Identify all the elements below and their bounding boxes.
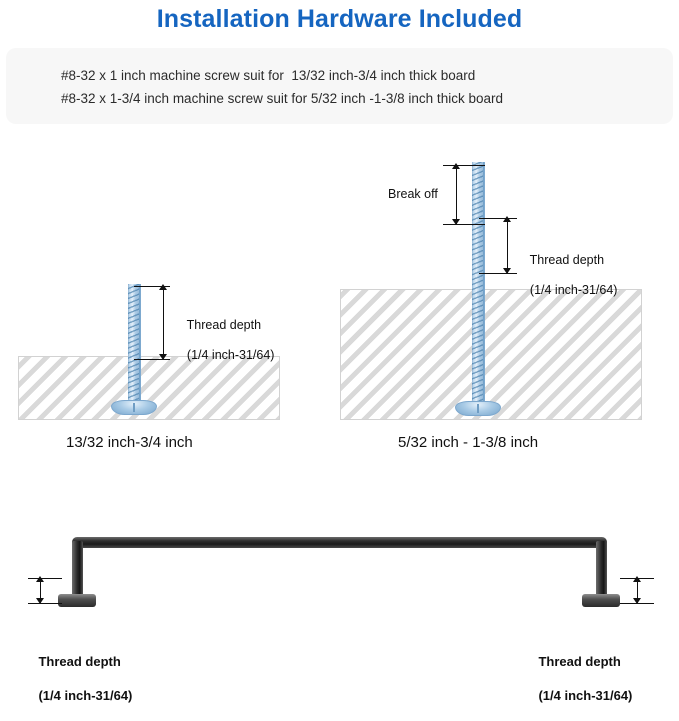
page-title: Installation Hardware Included <box>156 5 523 33</box>
left-thread-depth-line1: Thread depth <box>186 318 262 332</box>
right-caption: 5/32 inch - 1-3/8 inch <box>398 434 539 451</box>
right-breakoff-tick-bottom <box>443 224 485 225</box>
left-screw-head <box>111 400 157 415</box>
handle-left-label-line2: (1/4 inch-31/64) <box>38 688 133 703</box>
handle-left-label-line1: Thread depth <box>38 654 121 669</box>
left-dim-tick-top <box>134 286 170 287</box>
right-screw-threads <box>472 162 483 410</box>
handle-left-foot <box>58 594 96 607</box>
left-thread-depth-label <box>173 303 274 378</box>
left-dim-line <box>163 286 164 360</box>
handle-left-post <box>72 541 83 596</box>
handle-left-tick-top <box>28 578 62 579</box>
right-dim-tick-top <box>479 218 517 219</box>
handle-left-label <box>24 636 132 721</box>
right-dim-tick-bottom <box>479 273 517 274</box>
handle-right-post <box>596 541 607 596</box>
left-caption: 13/32 inch-3/4 inch <box>66 434 193 451</box>
hardware-note-box <box>6 48 673 124</box>
handle-left-tick-bottom <box>28 603 62 604</box>
handle-bar <box>72 537 607 548</box>
left-screw-slot <box>133 403 135 412</box>
left-screw-threads <box>128 284 139 409</box>
handle-right-arrow-top <box>633 576 641 582</box>
handle-right-tick-bottom <box>620 603 654 604</box>
note-line-2: #8-32 x 1-3/4 inch machine screw suit for 5/32 inch -1-3/8 inch thick board <box>61 91 503 106</box>
left-dim-arrow-top <box>159 284 167 290</box>
note-line-1: #8-32 x 1 inch machine screw suit for 13/32 inch-3/4 inch thick board <box>61 68 476 83</box>
right-thread-depth-line1: Thread depth <box>529 253 605 267</box>
right-breakoff-label: Break off <box>388 187 438 201</box>
right-breakoff-arrow-top <box>452 163 460 169</box>
left-thread-depth-line2: (1/4 inch-31/64) <box>186 348 275 362</box>
right-dim-line <box>507 218 508 274</box>
handle-left-arrow-top <box>36 576 44 582</box>
right-thread-depth-label <box>516 238 617 313</box>
handle-right-foot <box>582 594 620 607</box>
right-breakoff-dim-line <box>456 165 457 225</box>
right-thread-depth-line2: (1/4 inch-31/64) <box>529 283 618 297</box>
right-breakoff-tick-top <box>443 165 485 166</box>
right-dim-arrow-top <box>503 216 511 222</box>
left-dim-tick-bottom <box>134 359 170 360</box>
right-screw-slot <box>477 404 479 413</box>
handle-right-label <box>524 636 632 721</box>
handle-right-label-line1: Thread depth <box>538 654 621 669</box>
right-screw-head <box>455 401 501 416</box>
handle-right-tick-top <box>620 578 654 579</box>
handle-right-label-line2: (1/4 inch-31/64) <box>538 688 633 703</box>
